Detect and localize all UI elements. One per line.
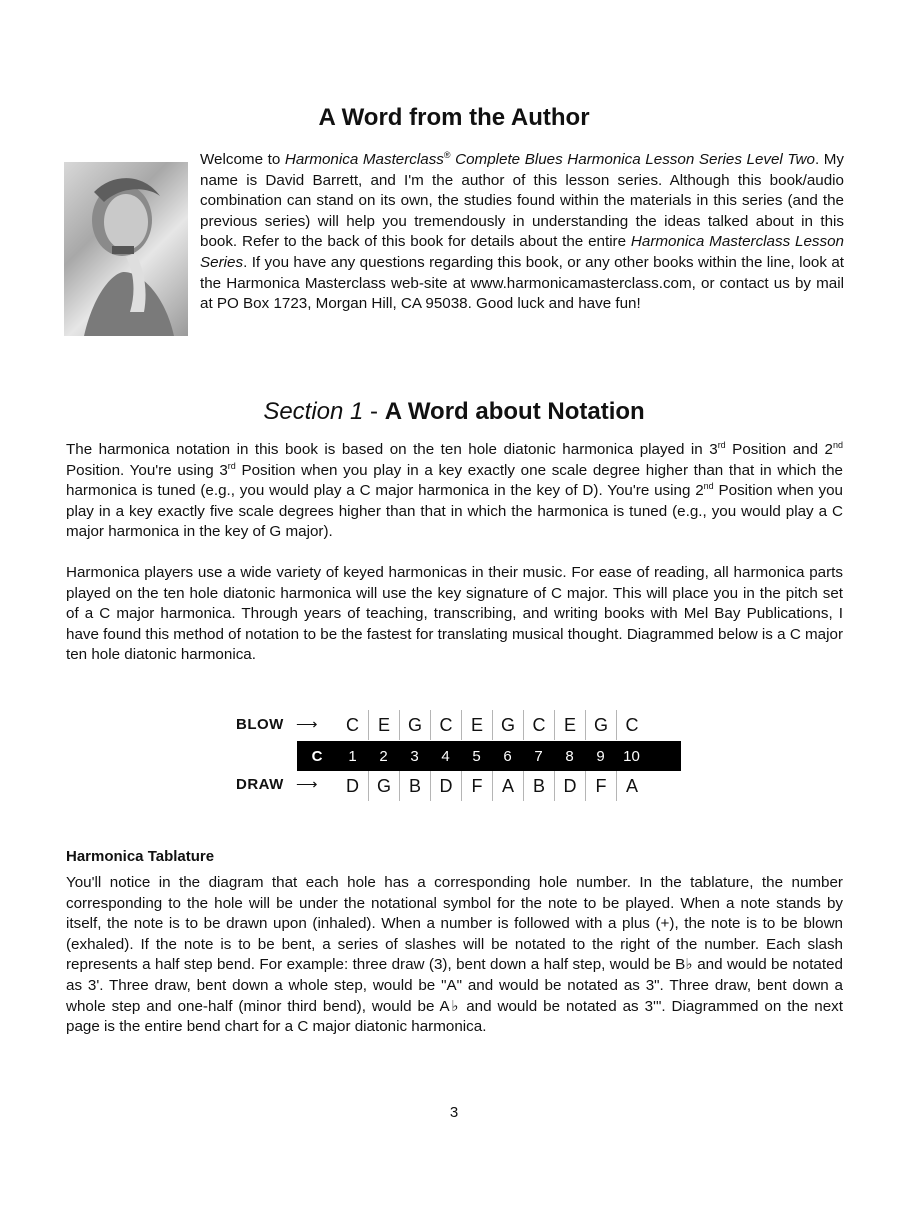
draw-note: A (492, 771, 523, 801)
draw-note: D (430, 771, 461, 801)
notation-paragraph-2: Harmonica players use a wide variety of keyed harmonicas in their music. For ease of reading, all harmonica parts played on the ten hole diatonic harmonica will use the key signature of C major. This will place you in the pitch set of a C major harmonica. Through years of teaching, transcribing, and writing books with Mel Bay Publications, I have found this method of notation to be the fastest for translating musical thought. Diagrammed below is a C major ten hole diatonic harmonica. (66, 564, 843, 664)
blow-notes-row (337, 710, 647, 740)
draw-note: A (616, 771, 647, 801)
p1-text: Position when you play in a key exactly one scale degree higher than that in which the harmonica is tuned (e.g., you would play a C major harmonica in the key of D). You're using 2 (66, 461, 844, 500)
intro-series-title: Complete Blues Harmonica Lesson Series Level Two (450, 151, 815, 168)
notation-paragraph-1 (66, 440, 843, 543)
right-arrow-icon: ⟶ (296, 776, 318, 793)
section-dash: - (363, 398, 385, 425)
intro-lesson-series: Harmonica Masterclass Lesson Series (200, 233, 844, 271)
intro-text: . If you have any questions regarding this book, or any other books within the line, look at the Harmonica Masterclass web-site at www.harmonicamasterclass.com, or contact us by mail at PO Box 1723, Morgan Hill, CA 95038. Good luck and have fun! (200, 253, 844, 313)
section-title: A Word about Notation (384, 398, 645, 425)
draw-note: D (346, 775, 359, 796)
blow-note: C (430, 710, 461, 740)
intro-text: Welcome to (200, 151, 285, 168)
draw-note: D (554, 771, 585, 801)
blow-note: C (523, 710, 554, 740)
p1-text: Position and 2 (725, 441, 833, 458)
hole-number: 3 (410, 747, 419, 765)
hole-number: 1 (348, 747, 357, 765)
draw-label: DRAW (236, 776, 284, 793)
blow-note: C (346, 714, 359, 735)
section-heading (0, 398, 900, 426)
harmonica-key: C (311, 747, 323, 765)
ordinal-suffix: nd (703, 481, 714, 492)
blow-note: E (554, 710, 585, 740)
ordinal-suffix: rd (717, 439, 726, 450)
intro-text: . My name is David Barrett, and I'm the author of this lesson series. Although this book/audio combination can stand on its own, the studies found within the materials in this series (and the previous series) will help you tremendously in understanding the ideas talked about in this book. Refer to the back of this book for details about the entire (200, 151, 845, 251)
p1-text: The harmonica notation in this book is based on the ten hole diatonic harmonica played in 3 (66, 441, 718, 458)
blow-note: E (461, 710, 492, 740)
hole-number: 5 (472, 747, 481, 765)
p1-text: Position. You're using 3 (66, 461, 228, 479)
draw-note: F (461, 771, 492, 801)
draw-note: B (399, 771, 430, 801)
blow-note: E (368, 710, 399, 740)
tablature-paragraph: You'll notice in the diagram that each hole has a corresponding hole number. In the tablature, the number corresponding to the hole will be under the notational symbol for the note to be played. When a note stands by itself, the note is to be drawn upon (inhaled). When a number is followed with a plus (+), the note is to be blown (exhaled). If the note is to be bent, a series of slashes will be notated to the right of the number. Each slash represents a half step bend. For example: three draw (3), bent down a half step, would be B♭ and would be notated as 3'. Three draw, bent down a whole step, would be "A" and would be notated as 3". Three draw, bent down a whole step and one-half (minor third bend), would be A♭ and would be notated as 3'". Diagrammed on the next page is the entire bend chart for a C major diatonic harmonica. (66, 874, 843, 1036)
p1-text: Position when you play in a key exactly five scale degrees higher than that in which the harmonica is tuned (e.g., you would play a C major harmonica in the key of G major). (66, 482, 843, 541)
draw-note: F (585, 771, 616, 801)
intro-book-title: Harmonica Masterclass (284, 151, 444, 168)
blow-note: G (492, 710, 523, 740)
draw-notes-row (337, 771, 647, 801)
page-number: 3 (449, 1104, 459, 1121)
blow-note: G (585, 710, 616, 740)
author-heading: A Word from the Author (318, 104, 590, 131)
hole-number: 4 (441, 747, 450, 765)
draw-note: G (368, 771, 399, 801)
hole-number: 9 (596, 747, 605, 765)
hole-number-bar (297, 741, 681, 771)
hole-number: 2 (379, 747, 388, 765)
draw-note: B (523, 771, 554, 801)
hole-number: 6 (503, 747, 512, 765)
tablature-heading: Harmonica Tablature (66, 848, 215, 865)
ordinal-suffix: rd (227, 460, 236, 471)
blow-label: BLOW (236, 716, 284, 733)
section-label: Section 1 (263, 398, 364, 425)
hole-number: 10 (623, 747, 640, 765)
hole-number: 7 (534, 747, 543, 765)
blow-note: C (616, 710, 647, 740)
ordinal-suffix: nd (832, 439, 843, 450)
hole-number: 8 (565, 747, 574, 765)
author-photo (64, 162, 188, 336)
registered-mark: ® (443, 149, 451, 160)
blow-note: G (399, 710, 430, 740)
author-photo-icon (64, 162, 188, 336)
author-intro-paragraph (200, 150, 844, 315)
right-arrow-icon: ⟶ (296, 716, 318, 733)
